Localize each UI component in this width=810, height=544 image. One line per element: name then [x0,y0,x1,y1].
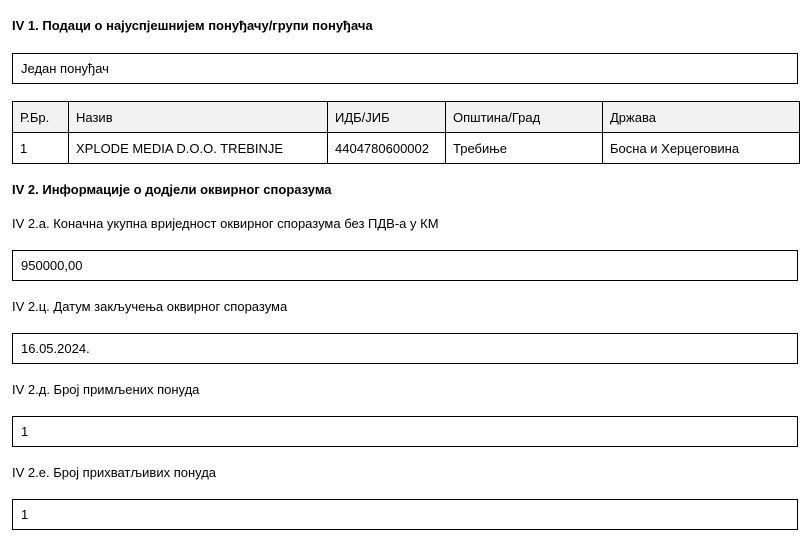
contract-value-field: 950000,00 [12,250,798,281]
cell-name: XPLODE MEDIA D.O.O. TREBINJE [69,133,328,164]
section-iv2-title: IV 2. Информације о додјели оквирног споразума [12,182,332,197]
cell-country: Босна и Херцеговина [603,133,800,164]
bidders-table [12,101,800,164]
contract-date-field: 16.05.2024. [12,333,798,364]
bidder-type-field: Један понуђач [12,53,798,84]
table-row [13,133,800,164]
column-header-name: Назив [69,102,328,133]
column-header-municipality: Општина/Град [446,102,603,133]
received-offers-field: 1 [12,416,798,447]
received-offers-label: IV 2.д. Број примљених понуда [12,382,200,397]
value-label: IV 2.а. Коначна укупна вриједност оквирног споразума без ПДВ-а у КМ [12,216,439,231]
column-header-country: Држава [603,102,800,133]
column-header-ordinal: Р.Бр. [13,102,69,133]
cell-id: 4404780600002 [328,133,446,164]
section-iv1-title: IV 1. Подаци о најуспјешнијем понуђачу/групи понуђача [12,18,373,33]
cell-ordinal: 1 [13,133,69,164]
acceptable-offers-label: IV 2.е. Број прихватљивих понуда [12,465,217,480]
cell-municipality: Требиње [446,133,603,164]
table-header-row [13,102,800,133]
acceptable-offers-field: 1 [12,499,798,530]
column-header-id: ИДБ/ЈИБ [328,102,446,133]
date-label: IV 2.ц. Датум закључења оквирног споразума [12,299,288,314]
